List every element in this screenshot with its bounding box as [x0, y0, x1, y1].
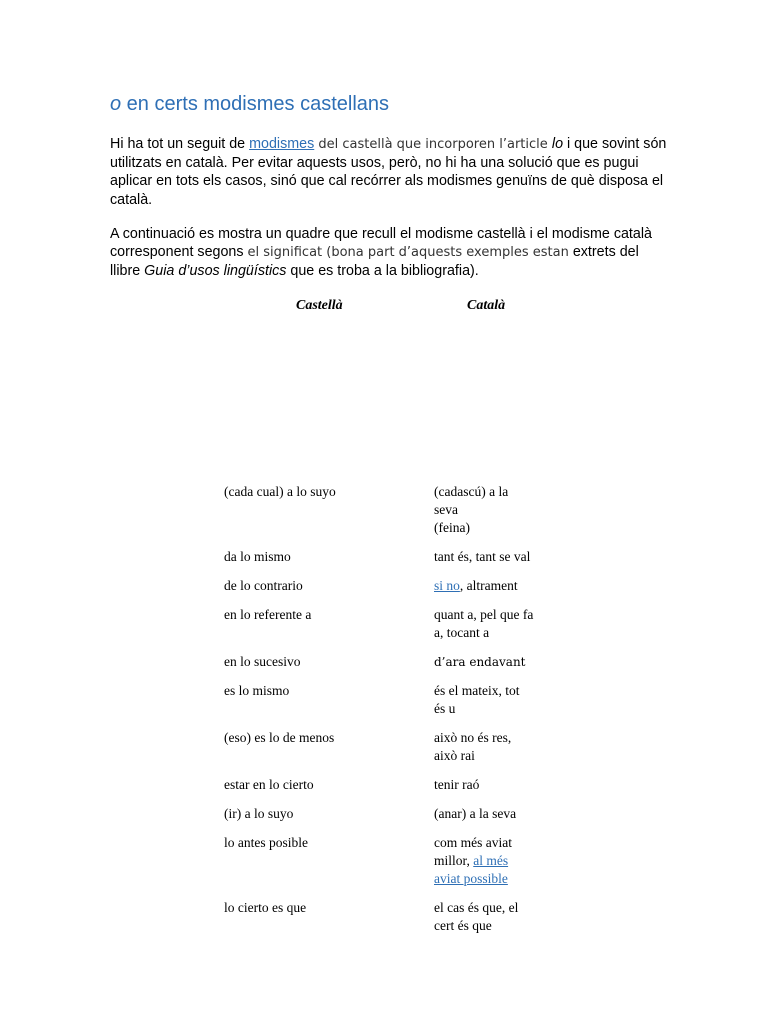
catalan-idiom	[428, 800, 540, 829]
p2-text-before: A continuació es mostra un quadre que recull el modisme castellà i el modisme català corresponent segons	[110, 226, 652, 261]
table-row	[218, 724, 540, 771]
table-intro-paragraph	[110, 225, 670, 281]
column-header-castella: Castellà	[296, 298, 343, 313]
catalan-idiom-text: com més aviat millor,	[434, 835, 512, 868]
table-row	[218, 829, 540, 894]
table-row	[218, 800, 540, 829]
catalan-idiom	[428, 829, 540, 894]
catalan-idiom	[428, 894, 540, 941]
table-row	[218, 894, 540, 941]
p2-text-after: que es troba a la bibliografia).	[286, 263, 479, 280]
catalan-idiom-text: tenir raó	[434, 777, 480, 792]
catalan-idiom-link[interactable]: al més aviat possible	[434, 853, 509, 886]
title-text: en certs modismes castellans	[121, 93, 390, 115]
catalan-idiom	[428, 478, 540, 543]
catalan-idiom-text: (anar) a la seva	[434, 806, 517, 821]
castilian-idiom: (ir) a lo suyo	[224, 806, 294, 821]
catalan-idiom-text: (cadascú) a la seva (feina)	[434, 484, 509, 535]
p2-text-middle: extrets del llibre	[110, 244, 639, 280]
castilian-idiom: lo cierto es que	[224, 900, 307, 915]
catalan-idiom-text: el cas és que, el cert és que	[434, 900, 519, 933]
catalan-idiom	[428, 771, 540, 800]
catalan-idiom	[428, 543, 540, 572]
castilian-idiom: da lo mismo	[224, 549, 291, 564]
castilian-idiom: es lo mismo	[224, 683, 290, 698]
idioms-table	[218, 478, 540, 941]
p2-text-alt: el significat (bona part d’aquests exemples estan	[247, 245, 569, 261]
p1-text-middle: del castellà que incorporen l’article	[314, 137, 552, 152]
idioms-table-body	[218, 478, 540, 941]
catalan-idiom-link[interactable]: si no	[434, 578, 460, 593]
catalan-idiom-text: és el mateix, tot és u	[434, 683, 520, 716]
p1-text-before: Hi ha tot un seguit de	[110, 136, 250, 152]
title-italic-o: o	[110, 93, 122, 115]
catalan-idiom-text: això no és res, això rai	[434, 730, 512, 763]
catalan-idiom	[428, 572, 540, 601]
castilian-idiom: (eso) es lo de menos	[224, 730, 335, 745]
catalan-idiom-text: tant és, tant se val	[434, 549, 531, 564]
table-row	[218, 771, 540, 800]
catalan-idiom	[428, 724, 540, 771]
catalan-idiom	[428, 648, 540, 677]
column-header-catala: Català	[467, 298, 506, 313]
table-row	[218, 572, 540, 601]
table-row	[218, 677, 540, 724]
p1-lo-italic: lo	[551, 136, 564, 152]
catalan-idiom-text-after: , altrament	[459, 578, 518, 593]
table-row	[218, 601, 540, 648]
table-row	[218, 543, 540, 572]
table-row	[218, 478, 540, 543]
castilian-idiom: en lo sucesivo	[224, 654, 301, 669]
p1-text-after: i que sovint són utilitzats en català. Per evitar aquests usos, però, no hi ha una solució que es pugui aplicar en tots els casos, sinó que cal recórrer als modismes genuïns de què disposa el català.	[110, 136, 667, 208]
catalan-idiom-text: quant a, pel que fa a, tocant a	[434, 607, 534, 640]
catalan-idiom	[428, 677, 540, 724]
table-row	[218, 648, 540, 677]
catalan-idiom	[428, 601, 540, 648]
modismes-link[interactable]: modismes	[249, 136, 315, 152]
castilian-idiom: lo antes posible	[224, 835, 308, 850]
book-title: Guia d’usos lingüístics	[144, 263, 287, 280]
catalan-idiom-text: d’ara endavant	[434, 655, 526, 669]
castilian-idiom: de lo contrario	[224, 578, 303, 593]
castilian-idiom: estar en lo cierto	[224, 777, 314, 792]
page-title	[110, 90, 389, 118]
intro-paragraph	[110, 135, 670, 209]
castilian-idiom: en lo referente a	[224, 607, 312, 622]
castilian-idiom: (cada cual) a lo suyo	[224, 484, 336, 499]
